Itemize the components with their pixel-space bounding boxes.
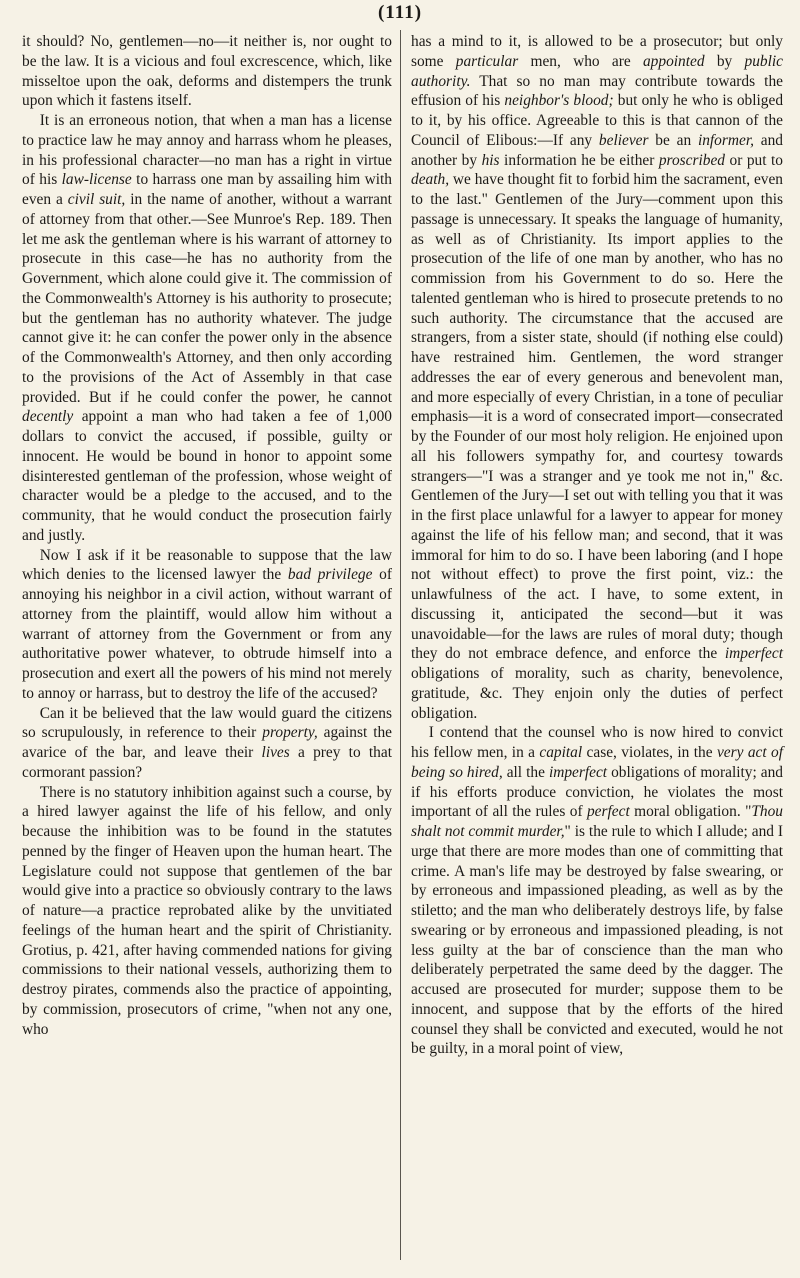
paragraph: There is no statutory inhibition against such a course, by a hired lawyer against the life of his fellow, and only because the inhibition was to be found in the statutes penned by the finger of Heaven upon the human heart. The Legislature could not suppose that gentlemen of the bar would give into a practice so obviously contrary to the laws of nature—a practice reprobated alike by the unvitiated feelings of the human heart and the spirit of Christianity. Grotius, p. 421, after having commended nations for giving commissions to their national vessels, authorizing them to destroy pirates, commends also the practice of appointing, by commission, prosecutors of crime, "when not any one, who — [22, 783, 392, 1038]
paragraph: Now I ask if it be reasonable to suppose that the law which denies to the licensed lawyer the bad privilege of annoying his neighbor in a civil action, without warrant of attorney from the plaintiff, would allow him without a warrant of attorney from the Government or from any authoritative power whatever, to obtrude himself into a prosecution and exert all the powers of his mind not merely to annoy or harrass, but to destroy the life of the accused? — [22, 546, 393, 702]
paragraph: Can it be believed that the law would guard the citizens so scrupulously, in reference to their property, against the avarice of the bar, and leave their lives a prey to that cormorant passion? — [22, 704, 392, 781]
paragraph: has a mind to it, is allowed to be a prosecutor; but only some particular men, who are appointed by public authority. That so no man may contribute towards the effusion of his neighbor's blood; but only he who is obliged to it, by his office. Agreeable to this is that cannon of the Council of Elibous:—If any believer be an informer, and another by his information he be either proscribed or put to death, we have thought fit to forbid him the sacrament, even to the last." Gentlemen of the Jury—comment upon this passage is unnecessary. It speaks the language of humanity, as well as of Christianity. Its import applies to the prosecution of the life of one man by another, who has no commission from his Government to do so. Here the talented gentleman who is hired to prosecute pretends to no such authority. The circumstance that the accused are strangers, from a sister state, should (if nothing else could) have restrained him. Gentlemen, the word stranger addresses the ear of every generous and benevolent man, and more especially of every Christian, in a tone of peculiar emphasis—it is a word of consecrated import—consecrated by the Founder of our most holy religion. He enjoined upon all his followers sympathy for, and courtesy towards strangers—"I was a stranger and ye took me not in," &c. Gentlemen of the Jury—I set out with telling you that it was in the first place unlawful for a lawyer to appear for money against the life of his fellow man; and second, that it was immoral for him to do so. I have been laboring (and I hope not without effect) to prove the first point, viz.: the unlawfulness of the act. I have, to some extent, in discussing it, anticipated the second—but it was unavoidable—for the laws are rules of moral duty; though they do not embrace defence, and enforce the imperfect obligations of morality, such as charity, benevolence, gratitude, &c. They enjoin only the duties of perfect obligation. — [411, 33, 784, 722]
column-divider — [400, 30, 401, 1260]
paragraph: it should? No, gentlemen—no—it neither is, nor ought to be the law. It is a vicious and foul excrescence, which, like misseltoe upon the oak, deforms and distempers the trunk upon which it fastens itself. — [22, 33, 392, 110]
page-number: (111) — [377, 2, 423, 23]
paragraph: It is an erroneous notion, that when a man has a license to practice law he may annoy and harrass whom he pleases, in his professional character—no man has a right in virtue of his law-license to harrass one man by assailing him with even a civil suit, in the name of another, without a warrant of attorney from that other.—See Munroe's Rep. 189. Then let me ask the gentleman where is his warrant of attorney to prosecute in this case—he has no authority from the Government, which alone could give it. The commission of the Commonwealth's Attorney is his authority to prosecute; but the gentleman has no authority whatever. The judge cannot give it: he can confer the power only in the absence of the Commonwealth's Attorney, and then only according to the provisions of the Act of Assembly in that case provided. But if he could confer the power, he cannot decently appoint a man who had taken a fee of 1,000 dollars to convict the accused, if possible, guilty or innocent. He would be bound in honor to appoint some disinterested gentleman of the profession, whose weight of character would be a pledge to the accused, and to the community, that he would conduct the prosecution fairly and justly. — [22, 112, 392, 544]
paragraph: I contend that the counsel who is now hired to convict his fellow men, in a capital case, violates, in the very act of being so hired, all the imperfect obligations of morality; and if his efforts produce conviction, he violates the most important of all the rules of perfect moral obligation. "Thou shalt not commit murder," is the rule to which I allude; and I urge that there are more modes than one of committing that crime. A man's life may be destroyed by false swearing, or by erroneous and impassioned pleading, as well as by the stiletto; and the man who deliberately destroys life, by false swearing or by erroneous and impassioned pleading, is not less guilty at the bar of conscience than the man who deliberately perpetrated the same deed by the dagger. The accused are prosecuted for murder; suppose them to be innocent, and suppose that by the efforts of the hired counsel they shall be convicted and executed, would he not be guilty, in a moral point of view, — [411, 724, 784, 1058]
right-column — [411, 32, 783, 1059]
left-column — [22, 32, 392, 1039]
